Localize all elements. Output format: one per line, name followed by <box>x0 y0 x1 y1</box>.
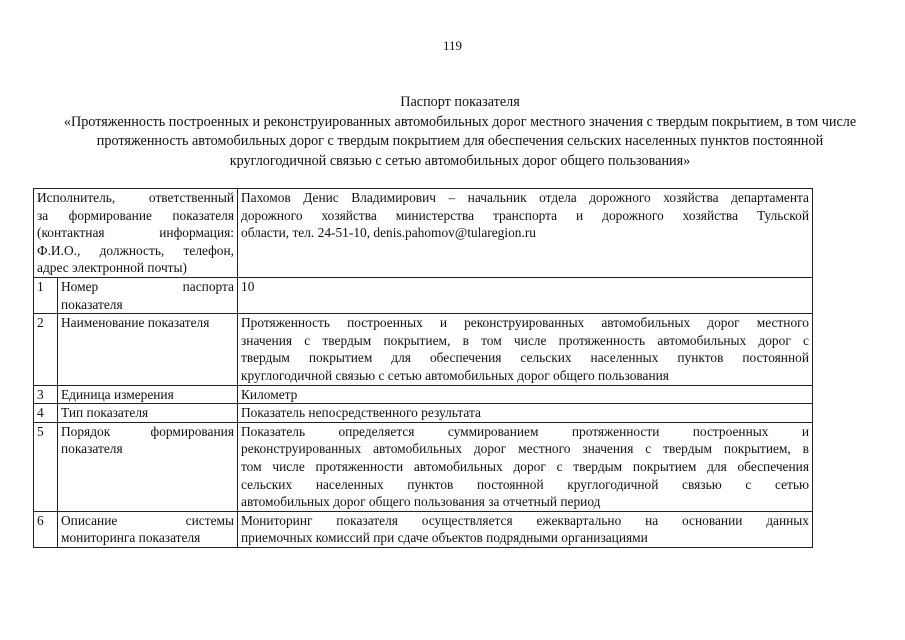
cell-text-line: Протяженность построенных и реконструированных автомобильных дорог местного <box>241 315 809 331</box>
row-label-cell <box>58 511 238 547</box>
table-row <box>34 511 813 547</box>
cell-text-line: Ф.И.О., должность, телефон, <box>37 242 234 258</box>
row-value-cell <box>238 277 813 313</box>
title-line: протяженность автомобильных дорог с твердым покрытием для обеспечения сельских населенных пунктов постоянной <box>96 133 824 149</box>
cell-text-line: приемочных комиссий при сдаче объектов подрядными организациями <box>241 530 648 546</box>
table-row <box>34 314 813 385</box>
row-value-cell <box>238 385 813 404</box>
executor-label-cell <box>34 189 238 278</box>
passport-table <box>33 188 813 548</box>
cell-text-line: Пахомов Денис Владимирович – начальник отдела дорожного хозяйства департамента <box>241 190 809 205</box>
cell-text-line: Номер паспорта <box>61 278 234 294</box>
row-number-cell: 3 <box>34 385 58 404</box>
cell-text-line: Показатель непосредственного результата <box>241 405 481 421</box>
cell-text-line: за формирование показателя <box>37 207 234 223</box>
row-number-cell: 6 <box>34 511 58 547</box>
row-label-cell <box>58 422 238 511</box>
row-value-cell <box>238 422 813 511</box>
cell-text-line: показателя <box>61 441 123 457</box>
row-number-cell: 5 <box>34 422 58 511</box>
page-number: 119 <box>442 38 463 53</box>
cell-text-line: реконструированных автомобильных дорог местного значения с твердым покрытием, в <box>241 441 809 457</box>
cell-text-line: Исполнитель, ответственный <box>37 190 234 205</box>
table-row <box>34 404 813 423</box>
cell-text-line: показателя <box>61 296 123 312</box>
executor-value-cell <box>238 189 813 278</box>
title-line: Паспорт показателя <box>400 94 520 110</box>
cell-text-line: Мониторинг показателя осуществляется ежеквартально на основании данных <box>241 512 809 528</box>
row-number-cell: 2 <box>34 314 58 385</box>
cell-text-line: дорожного хозяйства министерства транспорта и дорожного хозяйства Тульской <box>241 207 809 223</box>
row-value-cell <box>238 511 813 547</box>
row-label-cell <box>58 277 238 313</box>
row-number-cell: 1 <box>34 277 58 313</box>
cell-text-line: области, тел. 24-51-10, denis.pahomov@tularegion.ru <box>241 225 536 241</box>
table-row-executor <box>34 189 813 278</box>
title-line: «Протяженность построенных и реконструированных автомобильных дорог местного значения с твердым покрытием, в том числе <box>63 113 857 130</box>
cell-text-line: Тип показателя <box>61 405 149 421</box>
row-value-cell <box>238 314 813 385</box>
cell-text-line: Описание системы <box>61 512 234 528</box>
cell-text-line: 10 <box>241 278 255 294</box>
cell-text-line: твердым покрытием для обеспечения сельских населенных пунктов постоянной <box>241 350 809 366</box>
cell-text-line: Километр <box>241 386 298 402</box>
cell-text-line: (контактная информация: <box>37 225 234 241</box>
cell-text-line: Порядок формирования <box>61 423 234 439</box>
table-row <box>34 385 813 404</box>
row-label-cell <box>58 404 238 423</box>
cell-text-line: мониторинга показателя <box>61 530 201 546</box>
cell-text-line: адрес электронной почты) <box>37 260 187 276</box>
cell-text-line: значения с твердым покрытием, в том числе протяженность автомобильных дорог с <box>241 332 809 348</box>
cell-text-line: круглогодичной связью с сетью автомобильных дорог общего пользования <box>241 367 669 383</box>
cell-text-line: автомобильных дорог общего пользования за отчетный период <box>241 494 601 510</box>
row-number-cell: 4 <box>34 404 58 423</box>
table-row <box>34 277 813 313</box>
row-label-cell <box>58 385 238 404</box>
cell-text-line: Единица измерения <box>61 386 174 402</box>
row-label-cell <box>58 314 238 385</box>
cell-text-line: том числе протяженности автомобильных дорог с твердым покрытием для обеспечения <box>241 458 809 474</box>
cell-text-line: Показатель определяется суммированием протяженности построенных и <box>241 423 809 439</box>
cell-text-line: Наименование показателя <box>61 315 210 331</box>
row-value-cell <box>238 404 813 423</box>
title-line: круглогодичной связью с сетью автомобильных дорог общего пользования» <box>229 152 691 169</box>
cell-text-line: сельских населенных пунктов постоянной круглогодичной связью с сетью <box>241 476 809 492</box>
table-row <box>34 422 813 511</box>
document-title <box>30 93 890 171</box>
